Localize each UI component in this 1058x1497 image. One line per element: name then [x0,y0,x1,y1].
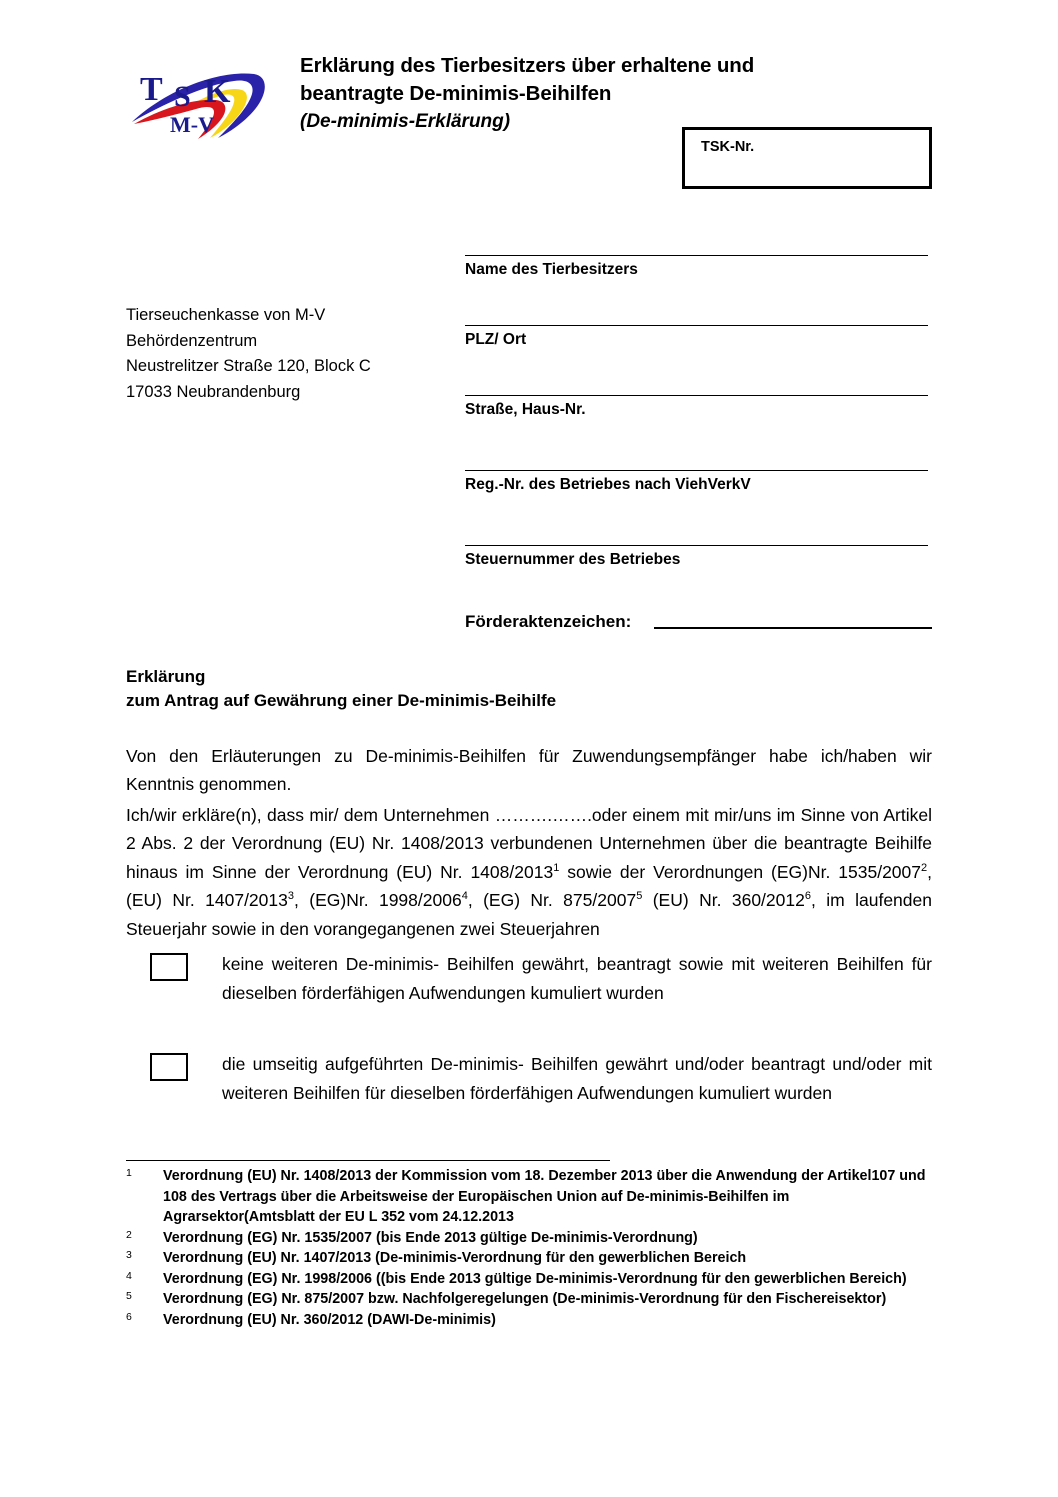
footnote-item [126,1248,936,1269]
field-rule[interactable] [465,395,928,396]
address-line: Neustrelitzer Straße 120, Block C [126,357,371,375]
option-1-label: keine weiteren De-minimis- Beihilfen gewährt, beantragt sowie mit weiteren Beihilfen für dieselben förderfähigen Aufwendungen kumuliert wurden [222,954,932,1003]
para2-part-7: , im laufenden Steuerjahr sowie in den vorangegangenen zwei Steuerjahren [126,890,932,939]
footnote-ref-1[interactable]: 1 [553,861,560,874]
field-steuernummer[interactable] [465,545,928,569]
recipient-address [126,303,371,405]
footnote-text: Verordnung (EU) Nr. 1407/2013 (De-minimis-Verordnung für den gewerblichen Bereich [163,1250,747,1266]
document-title [300,52,940,136]
footnote-marker: 6 [126,1310,132,1323]
para2-part-1: Ich/wir erkläre(n), dass mir/ dem Unternehmen ……….…….oder einem mit mir/uns im Sinne von Artikel 2 Abs. 2 der Verordnung (EU) Nr. 1408/2013 verbundenen Unternehmen über die beantragte Beihilfe hinaus im Sinne der Verordnung (EU) Nr. 1408/2013 [126,804,932,882]
footnote-text: Verordnung (EG) Nr. 1998/2006 ((bis Ende 2013 gültige De-minimis-Verordnung für den gewerblichen Bereich) [163,1270,907,1287]
footnote-marker: 3 [126,1249,132,1261]
field-rule[interactable] [465,255,928,256]
field-rule[interactable] [465,470,928,471]
field-name-des-tierbesitzers[interactable] [465,255,928,279]
declaration-heading-line-2: zum Antrag auf Gewährung einer De-minimis-Beihilfe [126,691,557,710]
tsk-number-label: TSK-Nr. [701,139,755,155]
footnote-text: Verordnung (EU) Nr. 1408/2013 der Kommission vom 18. Dezember 2013 über die Anwendung der Artikel107 und 108 des Vertrags über die Arbeitsweise der Europäischen Union auf De-minimis-Beihilfen im Agrarsektor(Amtsblatt der EU L 352 vom 24.12.2013 [163,1168,926,1225]
title-subtitle: (De-minimis-Erklärung) [300,111,511,132]
footnote-ref-6[interactable]: 6 [804,890,811,903]
field-strasse-hausnr[interactable] [465,395,928,419]
svg-text:M-V: M-V [170,112,214,137]
footnote-marker: 5 [126,1290,132,1302]
tsk-number-box[interactable] [682,127,932,189]
address-line: Behördenzentrum [126,331,258,350]
footnote-text: Verordnung (EG) Nr. 1535/2007 (bis Ende 2013 gültige De-minimis-Verordnung) [163,1229,698,1246]
declaration-heading [126,665,936,713]
footnote-marker: 1 [126,1167,132,1179]
title-line-1: Erklärung des Tierbesitzers über erhaltene und [300,54,755,77]
footnote-item [126,1310,936,1331]
svg-text:S: S [174,80,191,113]
field-label: Reg.-Nr. des Betriebes nach ViehVerkV [465,476,751,493]
option-row-1 [150,950,932,1007]
para2-part-3: , (EU) Nr. 1407/2013 [126,861,933,910]
checkbox-option-2[interactable] [150,1053,188,1081]
footnote-item [126,1289,936,1310]
svg-text:K: K [204,73,231,110]
footnote-ref-2[interactable]: 2 [921,861,928,874]
field-foerderaktenzeichen[interactable] [465,612,932,632]
para2-part-4: , (EG)Nr. 1998/2006 [293,890,462,910]
foerderaktenzeichen-rule[interactable] [654,627,932,629]
para2-part-2: sowie der Verordnungen (EG)Nr. 1535/2007 [559,861,922,882]
footnote-ref-3[interactable]: 3 [287,890,294,903]
option-row-2 [150,1050,932,1107]
field-plz-ort[interactable] [465,325,928,349]
footnote-marker: 4 [126,1269,132,1282]
field-label: PLZ/ Ort [465,331,527,348]
address-line: Tierseuchenkasse von M-V [126,306,326,324]
declaration-paragraph-2 [126,801,932,944]
footnote-text: Verordnung (EU) Nr. 360/2012 (DAWI-De-minimis) [163,1311,496,1328]
para2-part-6: (EU) Nr. 360/2012 [642,890,805,910]
field-label: Straße, Haus-Nr. [465,401,586,418]
footnote-item [126,1228,936,1249]
footnote-ref-5[interactable]: 5 [636,890,643,903]
para2-part-5: , (EG) Nr. 875/2007 [467,890,637,910]
footnotes-list [126,1166,936,1330]
footnote-item [126,1166,936,1228]
field-reg-nr-viehverkv[interactable] [465,470,928,494]
foerderaktenzeichen-label: Förderaktenzeichen: [465,612,632,631]
field-rule[interactable] [465,545,928,546]
field-label: Name des Tierbesitzers [465,261,638,278]
checkbox-option-1[interactable] [150,953,188,981]
footnote-ref-4[interactable]: 4 [461,890,468,903]
footnote-marker: 2 [126,1228,132,1241]
svg-text:T: T [140,71,163,108]
address-line: 17033 Neubrandenburg [126,382,301,401]
declaration-paragraph-1: Von den Erläuterungen zu De-minimis-Beihilfen für Zuwendungsempfänger habe ich/haben wir Kenntnis genommen. [126,745,932,794]
declaration-heading-line-1: Erklärung [126,667,206,686]
footnote-item [126,1269,936,1290]
tsk-mv-logo [126,60,276,148]
field-label: Steuernummer des Betriebes [465,551,681,568]
footnote-text: Verordnung (EG) Nr. 875/2007 bzw. Nachfolgeregelungen (De-minimis-Verordnung für den Fischereisektor) [163,1291,887,1307]
title-line-2: beantragte De-minimis-Beihilfen [300,82,612,105]
footnote-separator [126,1160,610,1161]
field-rule[interactable] [465,325,928,326]
option-2-label: die umseitig aufgeführten De-minimis- Beihilfen gewährt und/oder beantragt und/oder mit weiteren Beihilfen für dieselben förderfähigen Aufwendungen kumuliert wurden [222,1054,932,1103]
